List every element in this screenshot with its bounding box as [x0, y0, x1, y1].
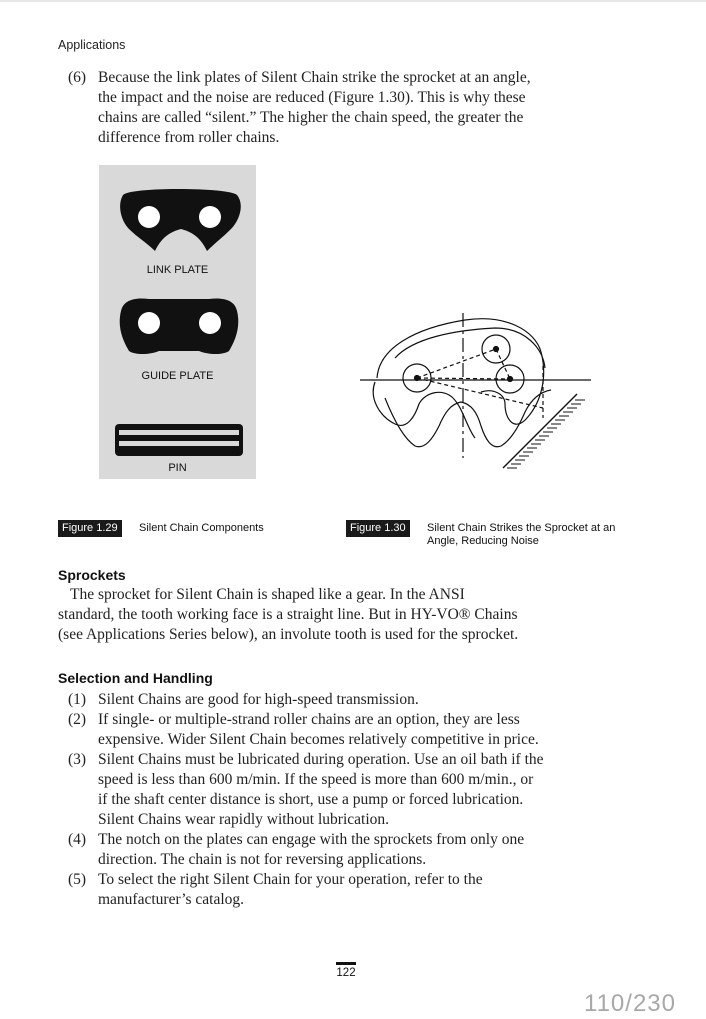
text-line: The sprocket for Silent Chain is shaped like a gear. In the ANSI: [70, 586, 465, 603]
top-rule: [0, 0, 706, 2]
figure-1-30-caption: [427, 522, 615, 548]
figure-1-29-tag: Figure 1.29: [58, 520, 122, 537]
text-line: speed is less than 600 m/min. If the speed is more than 600 m/min., or: [98, 771, 534, 788]
item-number: (1): [68, 691, 87, 708]
text-line: difference from roller chains.: [98, 129, 280, 146]
selection-list: [68, 690, 544, 910]
text-line: Silent Chains must be lubricated during operation. Use an oil bath if the: [98, 751, 544, 768]
text-line: standard, the tooth working face is a straight line. But in HY-VO® Chains: [58, 606, 518, 623]
list-item: [68, 690, 544, 710]
selection-heading: Selection and Handling: [58, 670, 213, 686]
item-number: (5): [68, 871, 87, 888]
item-number: (2): [68, 711, 87, 728]
text-line: expensive. Wider Silent Chain becomes relatively competitive in price.: [98, 731, 539, 748]
text-line: Silent Chains wear rapidly without lubrication.: [98, 811, 390, 828]
pin-label: PIN: [168, 462, 187, 474]
text-line: direction. The chain is not for reversing applications.: [98, 851, 427, 868]
item-6-paragraph: [68, 68, 531, 148]
text-line: manufacturer’s catalog.: [98, 891, 245, 908]
figure-1-30-diagram: [355, 308, 595, 478]
figure-1-29-panel: [99, 165, 256, 479]
item-number: (6): [68, 69, 87, 86]
pin-illustration: [115, 424, 243, 456]
item-number: (4): [68, 831, 87, 848]
caption-line: Angle, Reducing Noise: [427, 535, 539, 547]
list-item: [68, 750, 544, 830]
ground-hatching: [507, 400, 585, 468]
page-number: 122: [336, 967, 356, 979]
sprockets-heading: Sprockets: [58, 567, 126, 583]
text-line: (see Applications Series below), an involute tooth is used for the sprocket.: [58, 626, 519, 643]
figure-1-29-caption: Silent Chain Components: [139, 522, 264, 534]
text-line: Because the link plates of Silent Chain strike the sprocket at an angle,: [98, 69, 531, 86]
guide-plate-label: GUIDE PLATE: [141, 370, 214, 382]
page-counter: 110/230: [584, 990, 676, 1017]
link-plate-label: LINK PLATE: [146, 264, 209, 276]
text-line: The notch on the plates can engage with the sprockets from only one: [98, 831, 525, 848]
figure-1-30-tag: Figure 1.30: [346, 520, 410, 537]
ground-surface-line: [503, 394, 577, 468]
list-item: [68, 830, 544, 870]
caption-line: Silent Chain Strikes the Sprocket at an: [427, 522, 616, 534]
link-plate-illustration: [120, 189, 241, 251]
text-line: chains are called “silent.” The higher the chain speed, the greater the: [98, 109, 524, 126]
sprockets-paragraph: [58, 585, 518, 645]
text-line: If single- or multiple-strand roller chains are an option, they are less: [98, 711, 520, 728]
item-number: (3): [68, 751, 87, 768]
running-head: Applications: [58, 38, 126, 52]
text-line: To select the right Silent Chain for your operation, refer to the: [98, 871, 483, 888]
guide-plate-illustration: [120, 299, 239, 355]
page-number-bar: [336, 962, 356, 965]
chain-components-illustration: [99, 165, 256, 479]
text-line: if the shaft center distance is short, use a pump or forced lubrication.: [98, 791, 524, 808]
list-item: [68, 710, 544, 750]
list-item: [68, 870, 544, 910]
text-line: the impact and the noise are reduced (Figure 1.30). This is why these: [98, 89, 526, 106]
text-line: Silent Chains are good for high-speed transmission.: [98, 691, 419, 708]
